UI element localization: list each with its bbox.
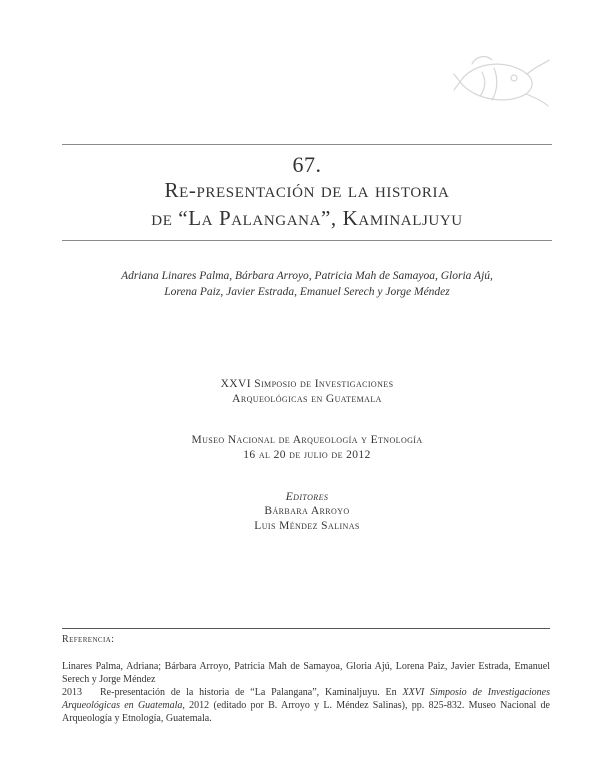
reference-rule xyxy=(62,628,550,629)
author-line-1: Adriana Linares Palma, Bárbara Arroyo, Patricia Mah de Samayoa, Gloria Ajú, xyxy=(121,270,493,282)
reference-authors: Linares Palma, Adriana; Bárbara Arroyo, Patricia Mah de Samayoa, Gloria Ajú, Lorena Paiz, Javier Estrada, Emanuel Serech y Jorge Méndez xyxy=(62,661,550,685)
symposium-line-1: XXVI Simposio de Investigaciones xyxy=(220,378,394,390)
reference-year: 2013 xyxy=(62,687,82,698)
chapter-title xyxy=(62,176,552,232)
editor-name-2: Luis Méndez Salinas xyxy=(254,520,360,532)
reference-text-b: , 2012 (editado por B. Arroyo y L. Méndez Salinas), pp. 825-832. Museo Nacional de Arqueología y Etnología, Guatemala. xyxy=(62,700,550,724)
museum-line-1: Museo Nacional de Arqueología y Etnología xyxy=(191,434,423,446)
editors-heading: Editores xyxy=(285,491,329,503)
reference-citation xyxy=(62,660,550,725)
reference-text-a: Re-presentación de la historia de “La Palangana”, Kaminaljuyu. En xyxy=(100,687,403,698)
header-rule-bottom xyxy=(62,240,552,241)
editors-list xyxy=(62,504,552,534)
chapter-number: 67. xyxy=(292,152,322,177)
fish-emblem-icon xyxy=(452,52,552,108)
museum-dates: 16 al 20 de julio de 2012 xyxy=(243,449,371,461)
chapter-title-line-1: Re-presentación de la historia xyxy=(164,178,450,202)
symposium-line-2: Arqueológicas en Guatemala xyxy=(232,393,382,405)
museum-block xyxy=(62,433,552,463)
reference-book-title: XXVI Simposio de Investigaciones Arqueológicas en Guatemala xyxy=(62,687,550,711)
author-list xyxy=(62,268,552,300)
editor-name-1: Bárbara Arroyo xyxy=(264,505,350,517)
reference-label: Referencia: xyxy=(62,634,115,645)
chapter-title-line-2: de “La Palangana”, Kaminaljuyu xyxy=(151,206,463,230)
author-line-2: Lorena Paiz, Javier Estrada, Emanuel Serech y Jorge Méndez xyxy=(164,286,450,298)
header-rule-top xyxy=(62,144,552,145)
reference-body xyxy=(62,687,550,724)
symposium-block xyxy=(62,377,552,407)
